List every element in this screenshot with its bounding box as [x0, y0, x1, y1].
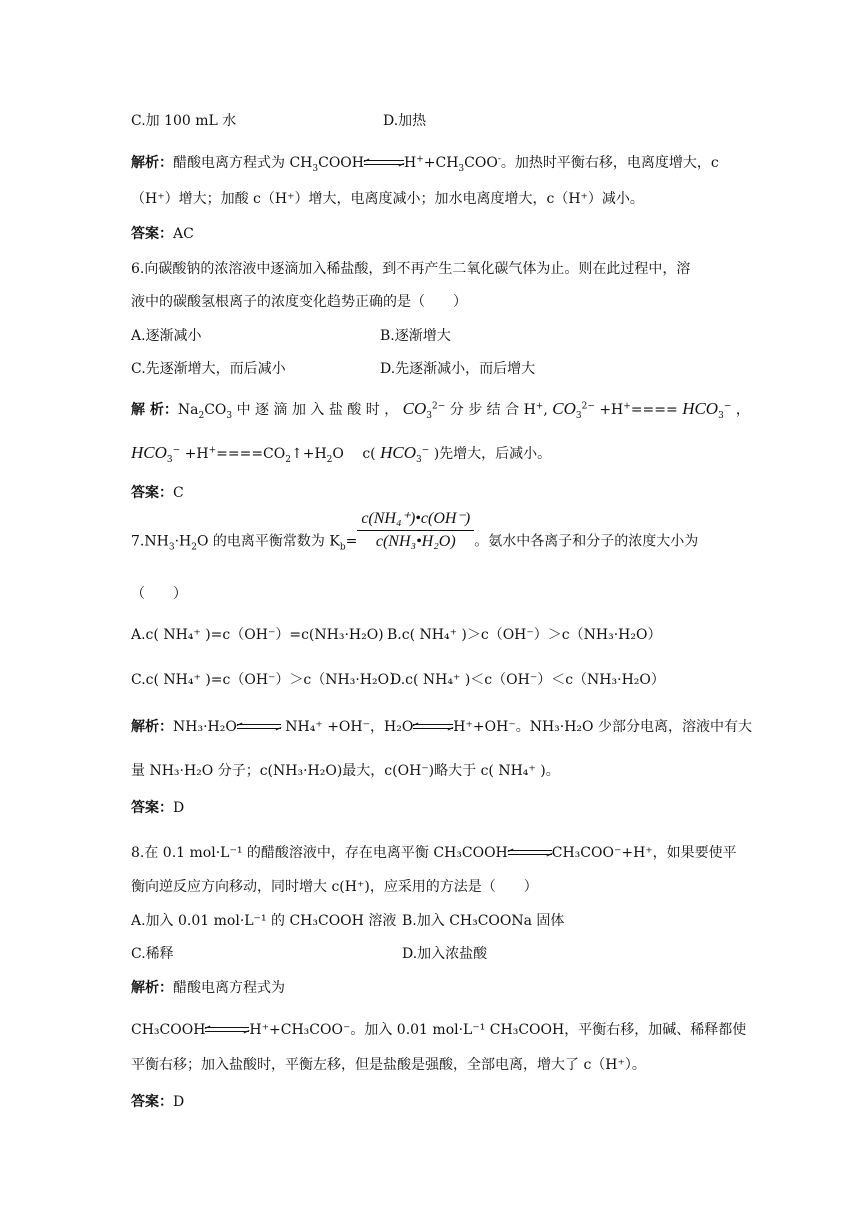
q8-option-d: D.加入浓盐酸 [402, 946, 488, 962]
q8-stem-line1: 8.在 0.1 mol·L⁻¹ 的醋酸溶液中，存在电离平衡 CH₃COOH CH₃COO⁻+H⁺，如果要使平 [131, 845, 737, 861]
q6-analysis-line1: 解 析：$Na_2CO_3$ 中 逐 滴 加 入 盐 酸 时 ， $CO_3^{2-}$ 分 步 结 合 H+, $CO_3^{2-} +H^+==== HCO_3^-$ ， [131, 399, 750, 421]
q5-option-d: D.加热 [383, 113, 427, 129]
answer-value: C [173, 485, 184, 501]
equilibrium-arrow-icon [237, 722, 281, 732]
equilibrium-arrow-icon [205, 1025, 249, 1035]
kb-fraction [357, 509, 474, 552]
equilibrium-arrow-icon [508, 848, 552, 858]
q8-stem-line2: 衡向逆反应方向移动，同时增大 c(H⁺)，应采用的方法是（ ） [131, 879, 538, 895]
equilibrium-arrow-icon [364, 158, 404, 168]
q8-analysis-line1: CH₃COOH H⁺+CH₃COO⁻。加入 0.01 mol·L⁻¹ CH₃COOH，平衡右移，加碱、稀释都使 [131, 1022, 747, 1038]
q7-analysis-line2: 量 NH₃·H₂O 分子；c(NH₃·H₂O)最大，c(OH⁻)略大于 c( NH₄⁺ )。 [131, 763, 560, 779]
q5-analysis-line1: 解析：醋酸电离方程式为 $CH_3COOH$ $H^++CH_3COO^-$。加热时平衡右移，电离度增大，c [131, 154, 719, 174]
q7-option-d: D.c( NH₄⁺ )＜c（OH⁻）＜c（NH₃·H₂O） [390, 672, 665, 688]
answer-label: 答案： [131, 800, 173, 816]
q8-option-c: C.稀释 [131, 946, 174, 962]
q8-option-a: A.加入 0.01 mol·L⁻¹ 的 CH₃COOH 溶液 [131, 913, 397, 929]
q6-analysis-line2: $HCO_3^-$ $+H^+====CO_2↑+H_2O$ c( $HCO_3^-$ )先增大，后减小。 [131, 443, 552, 465]
answer-value: AC [173, 226, 194, 242]
answer-label: 答案： [131, 1094, 173, 1110]
q7-option-a: A.c( NH₄⁺ )=c（OH⁻）=c(NH₃·H₂O) [131, 627, 384, 643]
q8-analysis-line2: 平衡右移；加入盐酸时，平衡左移，但是盐酸是强酸，全部电离，增大了 c（H⁺）。 [131, 1057, 646, 1073]
q8-analysis-line0: 解析：醋酸电离方程式为 [131, 980, 285, 996]
equilibrium-arrow-icon [413, 722, 453, 732]
q6-option-b: B.逐渐增大 [380, 328, 451, 344]
q6-option-c: C.先逐渐增大，而后减小 [131, 361, 286, 377]
q5-option-c: C.加 100 mL 水 [131, 113, 237, 129]
analysis-label: 解析： [131, 980, 173, 996]
kb-denominator: c(NH₃•H₂O) [375, 533, 456, 550]
q6-option-d: D.先逐渐减小，而后增大 [380, 361, 536, 377]
q7-analysis-line1: 解析：NH₃·H₂O NH₄⁺ +OH⁻，H₂O H⁺+OH⁻。NH₃·H₂O 少部分电离，溶液中有大 [131, 719, 752, 735]
q5-answer [131, 224, 194, 244]
q6-option-a: A.逐渐减小 [131, 328, 202, 344]
q8-option-b: B.加入 CH₃COONa 固体 [402, 913, 565, 929]
q7-option-b: B.c( NH₄⁺ )＞c（OH⁻）＞c（NH₃·H₂O） [387, 627, 662, 643]
answer-value: D [173, 1094, 185, 1110]
q8-answer [131, 1092, 184, 1112]
q7-option-c: C.c( NH₄⁺ )=c（OH⁻）＞c（NH₃·H₂O） [131, 672, 404, 688]
q6-stem-line2: 液中的碳酸氢根离子的浓度变化趋势正确的是（ ） [131, 294, 467, 310]
analysis-label: 解析： [131, 155, 173, 171]
q7-stem-line2: （ ） [131, 586, 187, 602]
answer-value: D [173, 800, 185, 816]
q7-stem-line1: $7.NH_3\cdot H_2O$ 的电离平衡常数为 $K_b=$ $\frac{\text{c(NH₄⁺)•c(OH⁻)}}{\text{c(NH₃•H₂O)}}$ 。氨水中各离子和分子的浓度大小为 [131, 510, 699, 553]
answer-label: 答案： [131, 485, 173, 501]
analysis-label: 解析： [131, 719, 173, 735]
q5-analysis-line2: （H⁺）增大；加酸 c（H⁺）增大，电离度减小；加水电离度增大，c（H⁺）减小。 [131, 191, 644, 207]
kb-numerator: c(NH₄⁺)•c(OH⁻) [357, 509, 474, 531]
q6-stem-line1: 6.向碳酸钠的浓溶液中逐滴加入稀盐酸，到不再产生二氧化碳气体为止。则在此过程中，溶 [131, 261, 691, 277]
answer-label: 答案： [131, 226, 173, 242]
q6-answer [131, 483, 184, 503]
analysis-label: 解 析： [131, 402, 178, 418]
q7-answer [131, 798, 184, 818]
